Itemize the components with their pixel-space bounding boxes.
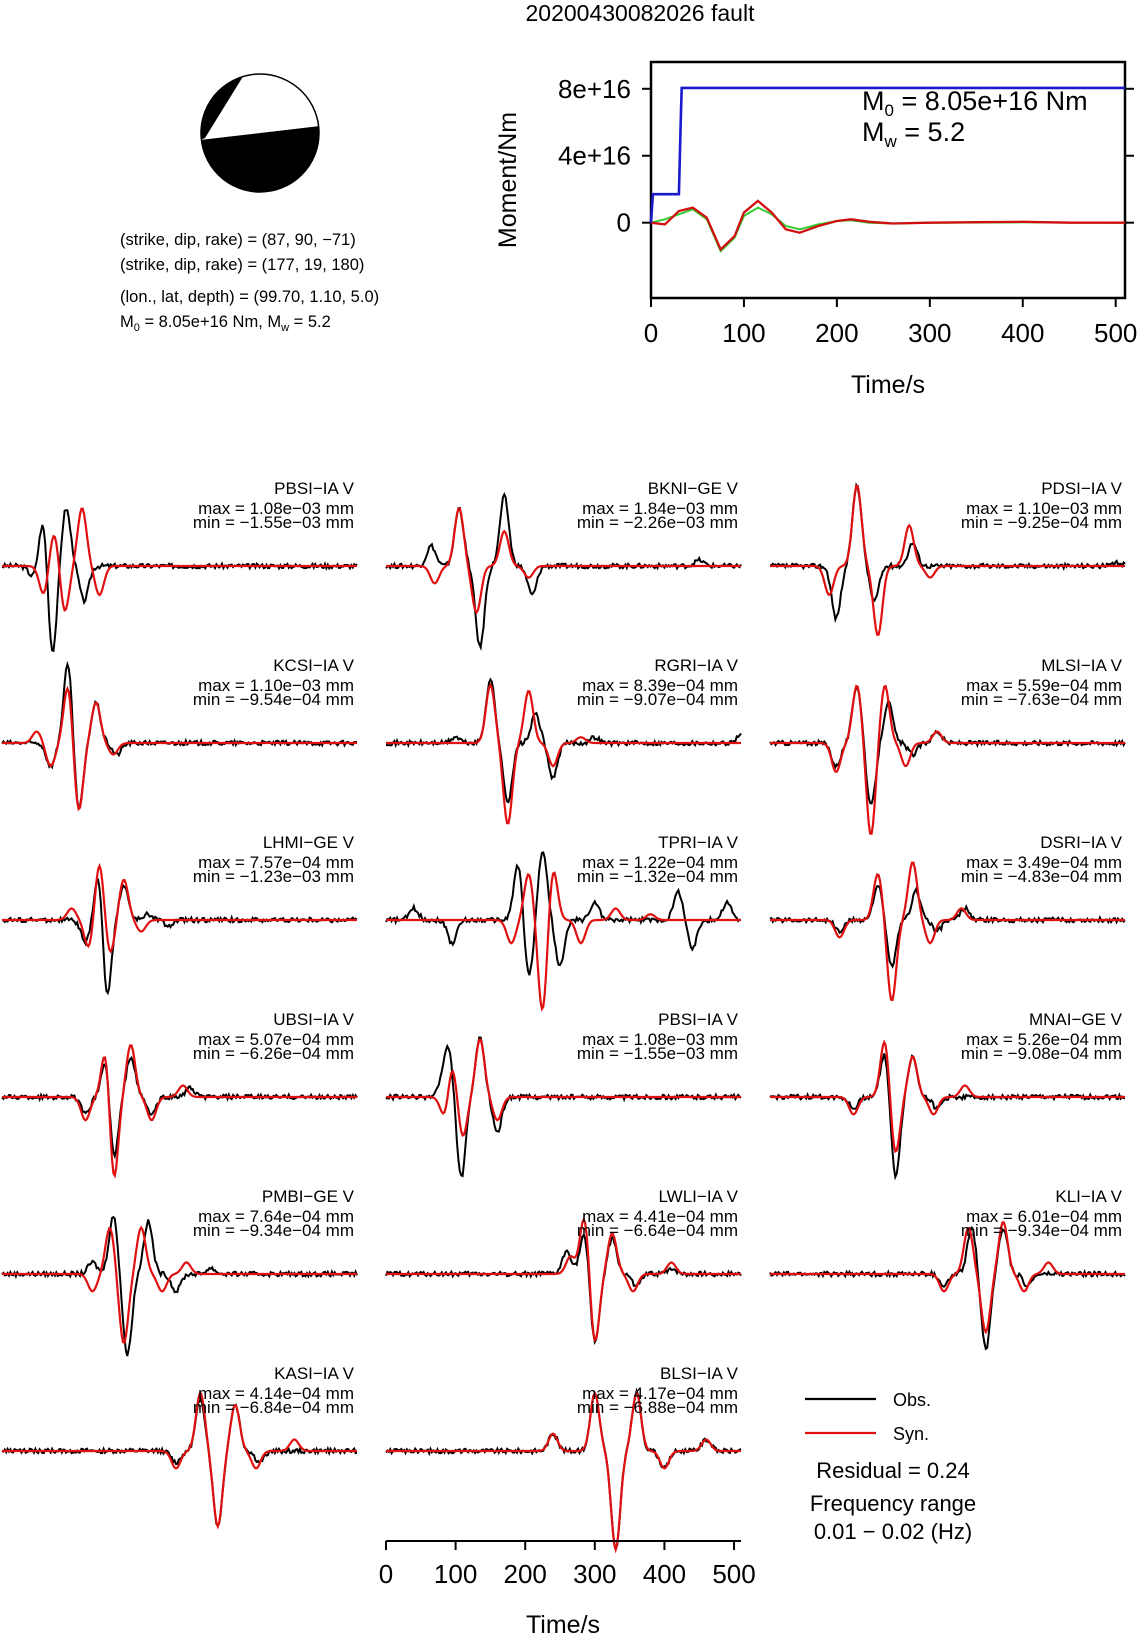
station-panel xyxy=(2,833,357,993)
station-min: min = −9.34e−04 mm xyxy=(192,1221,354,1240)
mechanism-line-1: (strike, dip, rake) = (87, 90, −71) xyxy=(120,231,356,249)
observed-trace xyxy=(2,880,357,993)
station-min: min = −9.25e−04 mm xyxy=(960,513,1122,532)
waveform-time-axis xyxy=(379,1541,756,1636)
station-max: max = 1.10e−03 mm xyxy=(198,676,354,695)
moment-plot xyxy=(494,62,1137,399)
station-name: LHMI−GE V xyxy=(262,833,354,852)
station-max: max = 5.26e−04 mm xyxy=(966,1030,1122,1049)
station-panel xyxy=(770,833,1125,1000)
station-name: PDSI−IA V xyxy=(1041,479,1122,498)
moment-x-label: Time/s xyxy=(850,371,926,399)
mechanism-line-3: (lon., lat, depth) = (99.70, 1.10, 5.0) xyxy=(120,288,380,306)
station-name: RGRI−IA V xyxy=(654,656,738,675)
station-max: max = 3.49e−04 mm xyxy=(966,853,1122,872)
legend-obs-label: Obs. xyxy=(893,1390,932,1410)
station-panel xyxy=(770,1010,1125,1177)
station-max: max = 1.84e−03 mm xyxy=(582,499,738,518)
waveform-panels xyxy=(2,479,1125,1550)
station-max: max = 1.08e−03 mm xyxy=(582,1030,738,1049)
mechanism-info xyxy=(120,231,379,334)
station-panel xyxy=(386,1187,741,1342)
moment-x-tick-label: 300 xyxy=(908,318,952,348)
station-max: max = 1.08e−03 mm xyxy=(198,499,354,518)
frequency-value: 0.01 − 0.02 (Hz) xyxy=(813,1519,973,1544)
station-min: min = −7.63e−04 mm xyxy=(960,690,1122,709)
observed-trace xyxy=(386,1235,741,1342)
station-name: MNAI−GE V xyxy=(1028,1010,1122,1029)
synthetic-trace xyxy=(386,873,741,1009)
station-name: KASI−IA V xyxy=(274,1364,354,1383)
observed-trace xyxy=(2,1058,357,1156)
station-panel xyxy=(2,1010,357,1175)
waveform-x-tick-label: 400 xyxy=(642,1559,687,1589)
station-max: max = 1.22e−04 mm xyxy=(582,853,738,872)
station-panel xyxy=(2,1364,357,1526)
moment-x-tick-label: 100 xyxy=(722,318,766,348)
station-min: min = −1.55e−03 mm xyxy=(576,1044,738,1063)
station-min: min = −1.32e−04 mm xyxy=(576,867,738,886)
station-name: LWLI−IA V xyxy=(658,1187,738,1206)
station-max: max = 4.17e−04 mm xyxy=(582,1384,738,1403)
station-min: min = −9.34e−04 mm xyxy=(960,1221,1122,1240)
residual-text: Residual = 0.24 xyxy=(816,1458,970,1483)
mechanism-magnitude: $M_0 = 8.05e+16$ Nm, $M_w = 5.2$ xyxy=(120,313,331,334)
station-panel xyxy=(386,1364,741,1550)
moment-m0-annotation: $M_0 = 8.05e+16$ Nm xyxy=(862,86,1088,120)
station-name: BKNI−GE V xyxy=(647,479,738,498)
station-name: PMBI−GE V xyxy=(261,1187,354,1206)
moment-y-tick-label: 0 xyxy=(616,207,631,238)
station-max: max = 1.10e−03 mm xyxy=(966,499,1122,518)
mechanism-line-2: (strike, dip, rake) = (177, 19, 180) xyxy=(120,256,365,274)
station-min: min = −9.54e−04 mm xyxy=(192,690,354,709)
waveform-x-tick-label: 500 xyxy=(712,1559,756,1589)
observed-trace xyxy=(770,886,1125,966)
observed-trace xyxy=(770,1054,1125,1177)
moment-y-tick-label: 4e+16 xyxy=(557,140,631,171)
station-min: min = −6.88e−04 mm xyxy=(576,1398,738,1417)
station-max: max = 7.64e−04 mm xyxy=(198,1207,354,1226)
waveform-x-tick-label: 200 xyxy=(503,1559,547,1589)
station-name: UBSI−IA V xyxy=(273,1010,354,1029)
station-name: BLSI−IA V xyxy=(660,1364,738,1383)
legend xyxy=(805,1390,976,1544)
waveform-x-tick-label: 300 xyxy=(573,1559,617,1589)
waveform-x-label: Time/s xyxy=(525,1611,601,1636)
moment-rate-green-line xyxy=(651,208,1125,252)
station-panel xyxy=(770,656,1125,834)
beachball-icon xyxy=(200,70,320,200)
station-name: KLI−IA V xyxy=(1055,1187,1122,1206)
station-name: PBSI−IA V xyxy=(658,1010,738,1029)
station-name: TPRI−IA V xyxy=(658,833,738,852)
station-panel xyxy=(2,479,357,651)
station-name: PBSI−IA V xyxy=(274,479,354,498)
station-min: min = −9.08e−04 mm xyxy=(960,1044,1122,1063)
station-panel xyxy=(386,479,741,647)
station-panel xyxy=(770,1187,1125,1349)
station-min: min = −6.64e−04 mm xyxy=(576,1221,738,1240)
station-min: min = −6.84e−04 mm xyxy=(192,1398,354,1417)
station-max: max = 7.57e−04 mm xyxy=(198,853,354,872)
moment-x-tick-label: 0 xyxy=(643,318,659,348)
station-panel xyxy=(2,656,357,809)
station-min: min = −1.23e−03 mm xyxy=(192,867,354,886)
moment-x-tick-label: 400 xyxy=(1001,318,1045,348)
station-panel xyxy=(386,833,741,1009)
station-name: KCSI−IA V xyxy=(273,656,354,675)
station-max: max = 5.59e−04 mm xyxy=(966,676,1122,695)
station-name: MLSI−IA V xyxy=(1041,656,1122,675)
station-min: min = −1.55e−03 mm xyxy=(192,513,354,532)
station-min: min = −6.26e−04 mm xyxy=(192,1044,354,1063)
station-min: min = −2.26e−03 mm xyxy=(576,513,738,532)
waveform-x-tick-label: 0 xyxy=(378,1559,394,1589)
moment-x-ticks xyxy=(644,298,1137,348)
frequency-label: Frequency range xyxy=(809,1491,977,1516)
station-max: max = 4.14e−04 mm xyxy=(198,1384,354,1403)
station-panel xyxy=(386,1010,741,1176)
moment-x-tick-label: 200 xyxy=(815,318,859,348)
station-max: max = 6.01e−04 mm xyxy=(966,1207,1122,1226)
station-max: max = 8.39e−04 mm xyxy=(582,676,738,695)
legend-syn-label: Syn. xyxy=(893,1424,930,1444)
waveform-x-tick-label: 100 xyxy=(433,1559,478,1589)
figure-title: 20200430082026 fault xyxy=(525,0,755,26)
station-max: max = 4.41e−04 mm xyxy=(582,1207,738,1226)
synthetic-trace xyxy=(2,1046,357,1176)
station-panel xyxy=(2,1187,357,1356)
station-panel xyxy=(770,479,1125,635)
station-min: min = −9.07e−04 mm xyxy=(576,690,738,709)
station-panel xyxy=(386,656,741,823)
moment-rate-red-line xyxy=(651,201,1125,250)
station-max: max = 5.07e−04 mm xyxy=(198,1030,354,1049)
station-min: min = −4.83e−04 mm xyxy=(960,867,1122,886)
moment-y-label: Moment/Nm xyxy=(494,111,522,249)
moment-x-tick-label: 500 xyxy=(1094,318,1137,348)
moment-y-tick-label: 8e+16 xyxy=(557,73,631,104)
moment-mw-annotation: $M_w = 5.2$ xyxy=(862,117,966,151)
station-name: DSRI−IA V xyxy=(1040,833,1122,852)
